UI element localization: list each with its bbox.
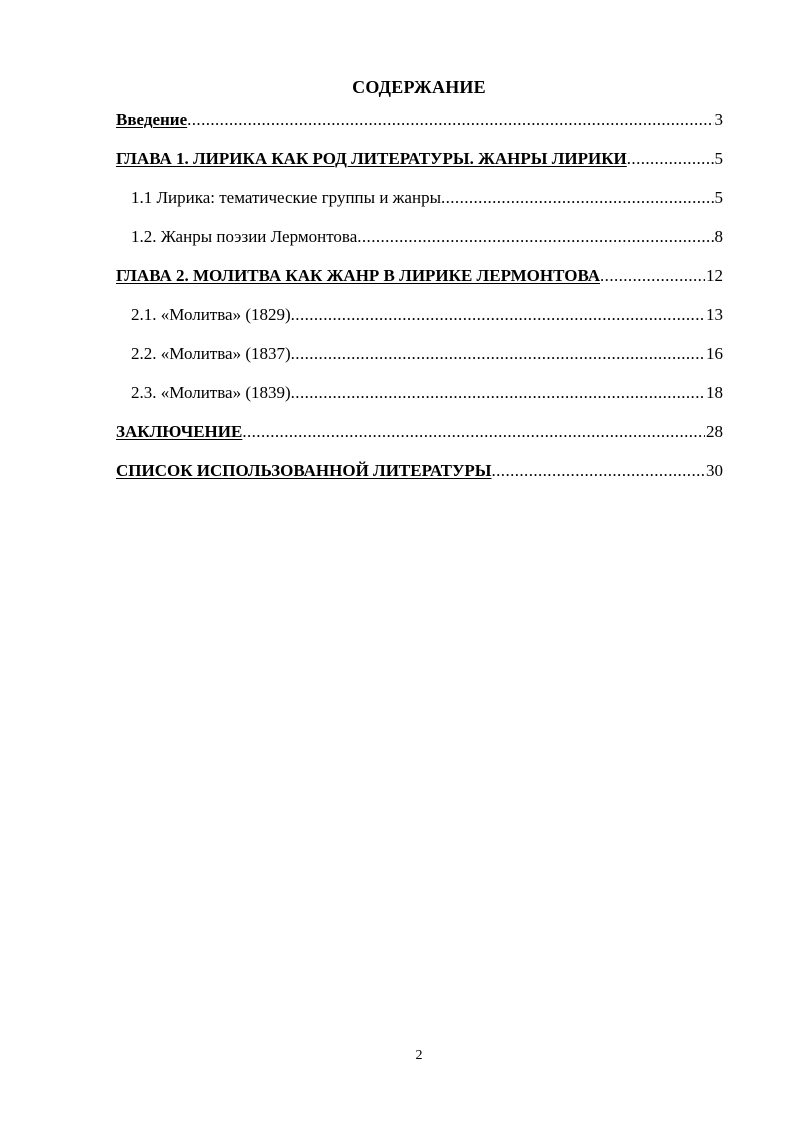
page-number: 2 [415,1048,423,1063]
page-title: СОДЕРЖАНИЕ [352,77,486,97]
toc-entry-title: 1.2. Жанры поэзии Лермонтова [131,227,358,246]
toc-entry-page: 13 [706,305,723,324]
dot-leader [291,304,705,326]
toc-entry-chapter-1[interactable] [116,148,723,170]
dot-leader [492,460,706,482]
dot-leader [627,148,714,170]
toc-entry-page: 5 [714,149,723,168]
toc-entry-section-2-3[interactable] [131,382,723,404]
dot-leader [242,421,705,443]
dot-leader [291,382,705,404]
toc-entry-page: 8 [714,227,723,246]
dot-leader [357,226,713,248]
dot-leader [291,343,705,365]
toc-entry-title: 2.2. «Молитва» (1837) [131,344,291,363]
toc-entry-title: ГЛАВА 1. ЛИРИКА КАК РОД ЛИТЕРАТУРЫ. ЖАНРЫ ЛИРИКИ [116,149,627,168]
toc-entry-section-2-2[interactable] [131,343,723,365]
toc-entry-section-1-2[interactable] [131,226,723,248]
toc-entry-bibliography[interactable] [116,460,723,482]
toc-entry-conclusion[interactable] [116,421,723,443]
toc-entry-title: ЗАКЛЮЧЕНИЕ [116,422,243,441]
toc-entry-page: 18 [706,383,723,402]
toc-entry-title: Введение [116,110,188,129]
dot-leader [441,187,714,209]
toc-entry-page: 16 [706,344,723,363]
toc-entry-page: 28 [706,422,723,441]
toc-entry-page: 3 [714,110,723,129]
toc-entry-title: СПИСОК ИСПОЛЬЗОВАННОЙ ЛИТЕРАТУРЫ [116,461,492,480]
toc-entry-section-2-1[interactable] [131,304,723,326]
toc-entry-page: 30 [706,461,723,480]
toc-entry-page: 12 [706,266,723,285]
toc-entry-title: ГЛАВА 2. МОЛИТВА КАК ЖАНР В ЛИРИКЕ ЛЕРМОНТОВА [116,266,601,285]
toc-entry-section-1-1[interactable] [131,187,723,209]
toc-entry-title: 2.1. «Молитва» (1829) [131,305,291,324]
toc-entry-page: 5 [714,188,723,207]
dot-leader [600,265,705,287]
toc-entry-title: 1.1 Лирика: тематические группы и жанры [131,188,441,207]
toc-entry-chapter-2[interactable] [116,265,723,287]
toc-entry-introduction[interactable] [116,109,723,131]
dot-leader [187,109,713,131]
toc-entry-title: 2.3. «Молитва» (1839) [131,383,291,402]
